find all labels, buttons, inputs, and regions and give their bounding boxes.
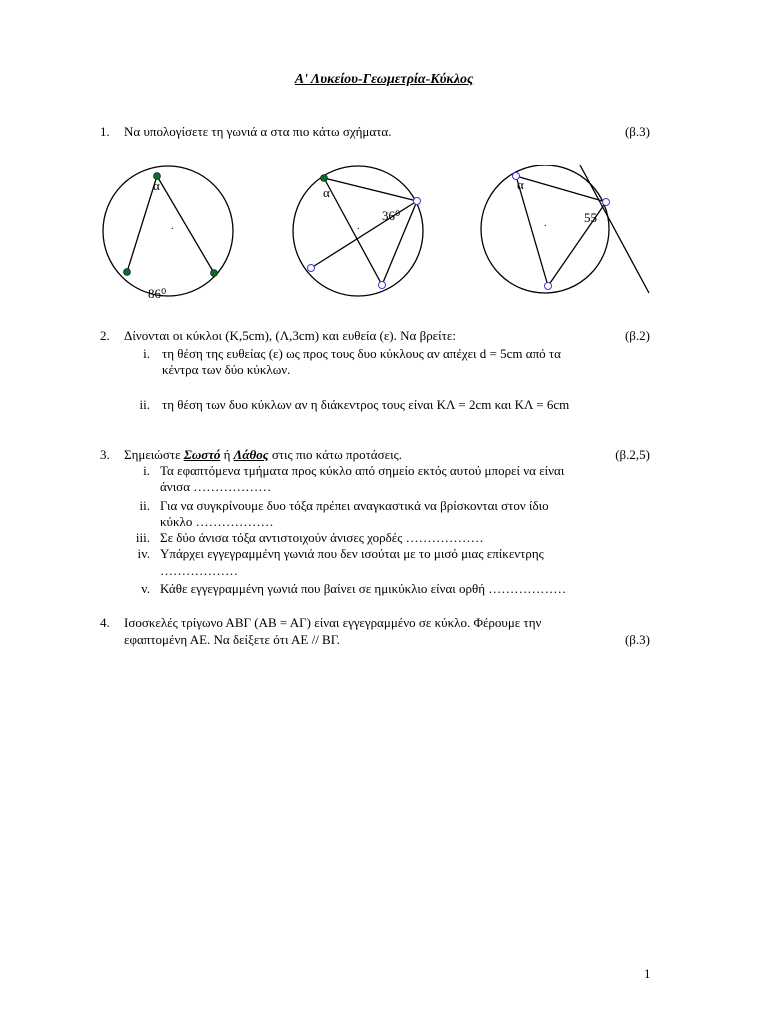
q3-item-4-number: iv. <box>137 546 150 561</box>
fig1-alpha: α <box>153 178 160 193</box>
q3-item-4-line2: ……………… <box>160 563 238 578</box>
q1-text: Να υπολογίσετε τη γωνιά α στα πιο κάτω σχήματα. <box>124 124 392 139</box>
q2-number: 2. <box>100 328 110 343</box>
svg-text:.: . <box>357 221 360 232</box>
q3-item-2-line2: κύκλο ……………… <box>160 514 274 529</box>
q3-correct-word: Σωστό <box>183 447 221 462</box>
q3-item-2-line1: Για να συγκρίνουμε δυο τόξα πρέπει αναγκαστικά να βρίσκονται στον ίδιο <box>160 498 549 513</box>
q3-item-5-number: v. <box>141 581 150 596</box>
svg-text:.: . <box>171 221 174 232</box>
fig1-angle: 86⁰ <box>148 286 167 301</box>
q1-points: (β.3) <box>624 124 650 139</box>
q2-text: Δίνονται οι κύκλοι (Κ,5cm), (Λ,3cm) και ευθεία (ε). Να βρείτε: <box>124 328 456 343</box>
q3-number: 3. <box>100 447 110 462</box>
q3-item-4-line1: Υπάρχει εγγεγραμμένη γωνιά που δεν ισούται με το μισό μιας επίκεντρης <box>160 546 544 561</box>
q3-wrong-word: Λάθος <box>233 447 269 462</box>
page-title: Α' Λυκείου-Γεωμετρία-Κύκλος <box>294 72 474 87</box>
figure-1 <box>103 166 233 301</box>
figure-2 <box>293 166 423 296</box>
q3-item-1-line2: άνισα ……………… <box>160 479 272 494</box>
q2-item-1-line1: τη θέση της ευθείας (ε) ως προς τους δυο κύκλους αν απέχει d = 5cm από τα <box>162 346 561 361</box>
q3-text: Σημειώστε Σωστό ή Λάθος στις πιο κάτω προτάσεις. <box>124 447 402 462</box>
page-number: 1 <box>644 966 651 981</box>
q1-number: 1. <box>100 124 110 139</box>
q2-item-1-number: i. <box>143 346 150 361</box>
q2-item-2-line1: τη θέση των δυο κύκλων αν η διάκεντρος τους είναι ΚΛ = 2cm και ΚΛ = 6cm <box>162 397 570 412</box>
q4-line2: εφαπτομένη ΑΕ. Να δείξετε ότι ΑΕ // ΒΓ. <box>124 632 340 647</box>
fig2-angle: 36⁰ <box>382 208 401 223</box>
q1-figure <box>100 165 652 305</box>
q3-points: (β.2,5) <box>615 447 650 462</box>
q3-item-3-number: iii. <box>135 530 150 545</box>
q4-points: (β.3) <box>624 632 650 647</box>
q3-item-2-number: ii. <box>139 498 150 513</box>
q3-item-3-line1: Σε δύο άνισα τόξα αντιστοιχούν άνισες χορδές ……………… <box>160 530 484 545</box>
fig3-alpha: α <box>517 177 524 192</box>
q2-item-1-line2: κέντρα των δύο κύκλων. <box>162 362 291 377</box>
svg-text:.: . <box>544 218 547 229</box>
q3-item-1-line1: Τα εφαπτόμενα τμήματα προς κύκλο από σημείο εκτός αυτού μπορεί να είναι <box>160 463 565 478</box>
fig2-alpha: α <box>323 185 330 200</box>
q3-item-5-line1: Κάθε εγγεγραμμένη γωνιά που βαίνει σε ημικύκλιο είναι ορθή ……………… <box>160 581 567 596</box>
q4-line1: Ισοσκελές τρίγωνο ΑΒΓ (ΑΒ = ΑΓ) είναι εγγεγραμμένο σε κύκλο. Φέρουμε την <box>124 615 542 630</box>
q4-number: 4. <box>100 615 110 630</box>
q2-item-2-number: ii. <box>139 397 150 412</box>
fig3-angle: 55 <box>584 210 597 225</box>
q3-item-1-number: i. <box>143 463 150 478</box>
figure-3 <box>481 165 649 293</box>
q2-points: (β.2) <box>624 328 650 343</box>
